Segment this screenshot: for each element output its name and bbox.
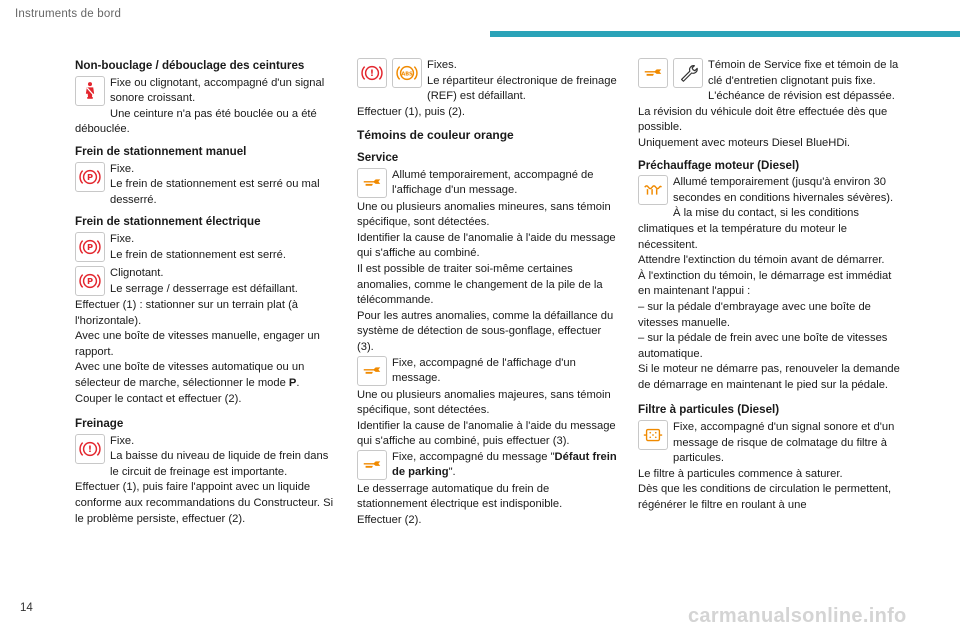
manual-brake-text-2: Le frein de stationnement est serré ou mal desserré. — [110, 178, 320, 206]
column-middle — [357, 58, 619, 529]
section-title-preheating: Préchauffage moteur (Diesel) — [638, 158, 800, 172]
ref-text-1: Fixes. — [427, 59, 457, 71]
wrench-icon — [638, 58, 668, 88]
brake-warning-icon — [357, 58, 387, 88]
preheat-text-6: – sur la pédale de frein avec une boîte de vitesses automatique. — [638, 332, 888, 360]
section-title-particle-filter: Filtre à particules (Diesel) — [638, 403, 780, 417]
service-text-4: Il est possible de traiter soi-même certaines anomalies, comme le changement de la pile de la télécommande. — [357, 262, 603, 307]
parking-brake-icon — [75, 232, 105, 262]
svg-text:!: ! — [369, 68, 375, 80]
preheat-text-7: Si le moteur ne démarre pas, renouveler la demande de démarrage en maintenant le pied sur la pédale. — [638, 363, 900, 391]
ref-text-2: Le répartiteur électronique de freinage (REF) est défaillant. — [427, 74, 617, 103]
electric-brake-text-8: Couper le contact et effectuer (2). — [75, 392, 242, 405]
service-text-1: Allumé temporairement, accompagné de l'affichage d'un message. — [392, 168, 594, 197]
filter-text-2: Le filtre à particules commence à saturer. — [638, 467, 843, 480]
section-title-seatbelt: Non-bouclage / débouclage des ceintures — [75, 59, 305, 72]
preheat-text-5: – sur la pédale d'embrayage avec une boîte de vitesses manuelle. — [638, 300, 871, 329]
electric-brake-text-4: Le serrage / desserrage est défaillant. — [110, 282, 298, 295]
maintenance-text-1: Témoin de Service fixe et témoin de la clé d'entretien clignotant puis fixe. — [708, 59, 899, 87]
electric-brake-text-7: Avec une boîte de vitesses automatique ou un sélecteur de marche, sélectionner le mode P. — [75, 361, 305, 389]
electric-brake-text-3: Clignotant. — [110, 266, 164, 279]
watermark: carmanualsonline.info — [688, 605, 907, 627]
braking-text-2: La baisse du niveau de liquide de frein dans le circuit de freinage est importante. — [110, 450, 329, 478]
seatbelt-text-1: Fixe ou clignotant, accompagné d'un signal sonore croissant. — [110, 76, 325, 105]
service-text-5: Pour les autres anomalies, comme la défaillance du système de détection de sous-gonflage, effectuer (3). — [357, 309, 614, 353]
brake-warning-icon — [75, 434, 105, 464]
preheat-text-3: Attendre l'extinction du témoin avant de démarrer. — [638, 254, 885, 267]
service-text-7: Une ou plusieurs anomalies majeures, sans témoin spécifique, sont détectées. — [357, 388, 611, 417]
section-title-electric-parking-brake: Frein de stationnement électrique — [75, 215, 261, 229]
page-header — [0, 0, 960, 40]
header-title: Instruments de bord — [15, 8, 122, 20]
maintenance-text-3: La révision du véhicule doit être effectuée dès que possible. — [638, 105, 888, 134]
electric-brake-text-6: Avec une boîte de vitesses manuelle, engager un rapport. — [75, 330, 320, 358]
section-title-service: Service — [357, 150, 399, 164]
svg-text:P: P — [86, 171, 94, 182]
wrench-icon — [357, 168, 387, 198]
service-text-3: Identifier la cause de l'anomalie à l'aide du message qui s'affiche au combiné. — [357, 231, 616, 260]
braking-text-3: Effectuer (1), puis faire l'appoint avec un liquide conforme aux recommandations du Constructeur. Si le problème persiste, effectuer (2). — [75, 481, 334, 525]
seatbelt-text-2: Une ceinture n'a pas été bouclée ou a été débouclée. — [75, 107, 317, 136]
wrench-icon — [357, 450, 387, 480]
section-title-manual-parking-brake: Frein de stationnement manuel — [75, 144, 247, 158]
service-text-11: Effectuer (2). — [357, 514, 422, 527]
maintenance-text-4: Uniquement avec moteurs Diesel BlueHDi. — [638, 136, 851, 149]
particle-filter-icon — [638, 420, 668, 450]
filter-text-1: Fixe, accompagné d'un signal sonore et d'un message de risque de colmatage du filtre à particules. — [673, 421, 895, 465]
column-left — [75, 58, 337, 527]
wrench-outline-icon — [673, 58, 703, 88]
preheat-text-1: Allumé temporairement (jusqu'à environ 30 secondes en conditions hivernales sévères). — [673, 176, 894, 204]
service-text-10: Le desserrage automatique du frein de stationnement électrique est indisponible. — [357, 482, 563, 511]
abs-icon — [392, 58, 422, 88]
orange-warnings-heading: Témoins de couleur orange — [357, 128, 514, 143]
wrench-icon — [357, 356, 387, 386]
manual-brake-text-1: Fixe. — [110, 162, 135, 175]
svg-text:P: P — [86, 276, 94, 287]
filter-text-3: Dès que les conditions de circulation le permettent, régénérer le filtre en roulant à une — [638, 483, 892, 512]
service-text-2: Une ou plusieurs anomalies mineures, sans témoin spécifique, sont détectées. — [357, 200, 611, 229]
preheat-text-4: À l'extinction du témoin, le démarrage est immédiat en maintenant l'appui : — [638, 269, 892, 298]
seatbelt-icon — [75, 76, 105, 106]
maintenance-text-2: L'échéance de révision est dépassée. — [708, 90, 895, 103]
service-text-8: Identifier la cause de l'anomalie à l'aide du message qui s'affiche au combiné, puis effectuer (3). — [357, 419, 616, 448]
service-text-9: Fixe, accompagné du message "Défaut frein de parking". — [392, 450, 617, 479]
ref-text-3: Effectuer (1), puis (2). — [357, 105, 465, 118]
svg-text:ABS: ABS — [401, 71, 413, 78]
electric-brake-text-1: Fixe. — [110, 232, 135, 245]
parking-brake-icon — [75, 162, 105, 192]
svg-text:!: ! — [87, 443, 93, 455]
svg-text:P: P — [86, 242, 94, 253]
service-text-6: Fixe, accompagné de l'affichage d'un message. — [392, 356, 576, 385]
preheat-text-2: À la mise du contact, si les conditions climatiques et la température du moteur le nécessitent. — [638, 207, 859, 251]
section-title-braking: Freinage — [75, 417, 124, 431]
column-right — [638, 58, 900, 514]
electric-brake-text-5: Effectuer (1) : stationner sur un terrain plat (à l'horizontale). — [75, 298, 299, 327]
braking-text-1: Fixe. — [110, 434, 135, 447]
page-number: 14 — [20, 602, 33, 614]
parking-brake-icon — [75, 266, 105, 296]
electric-brake-text-2: Le frein de stationnement est serré. — [110, 248, 286, 261]
header-accent-bar — [490, 31, 960, 37]
glow-plug-icon — [638, 175, 668, 205]
